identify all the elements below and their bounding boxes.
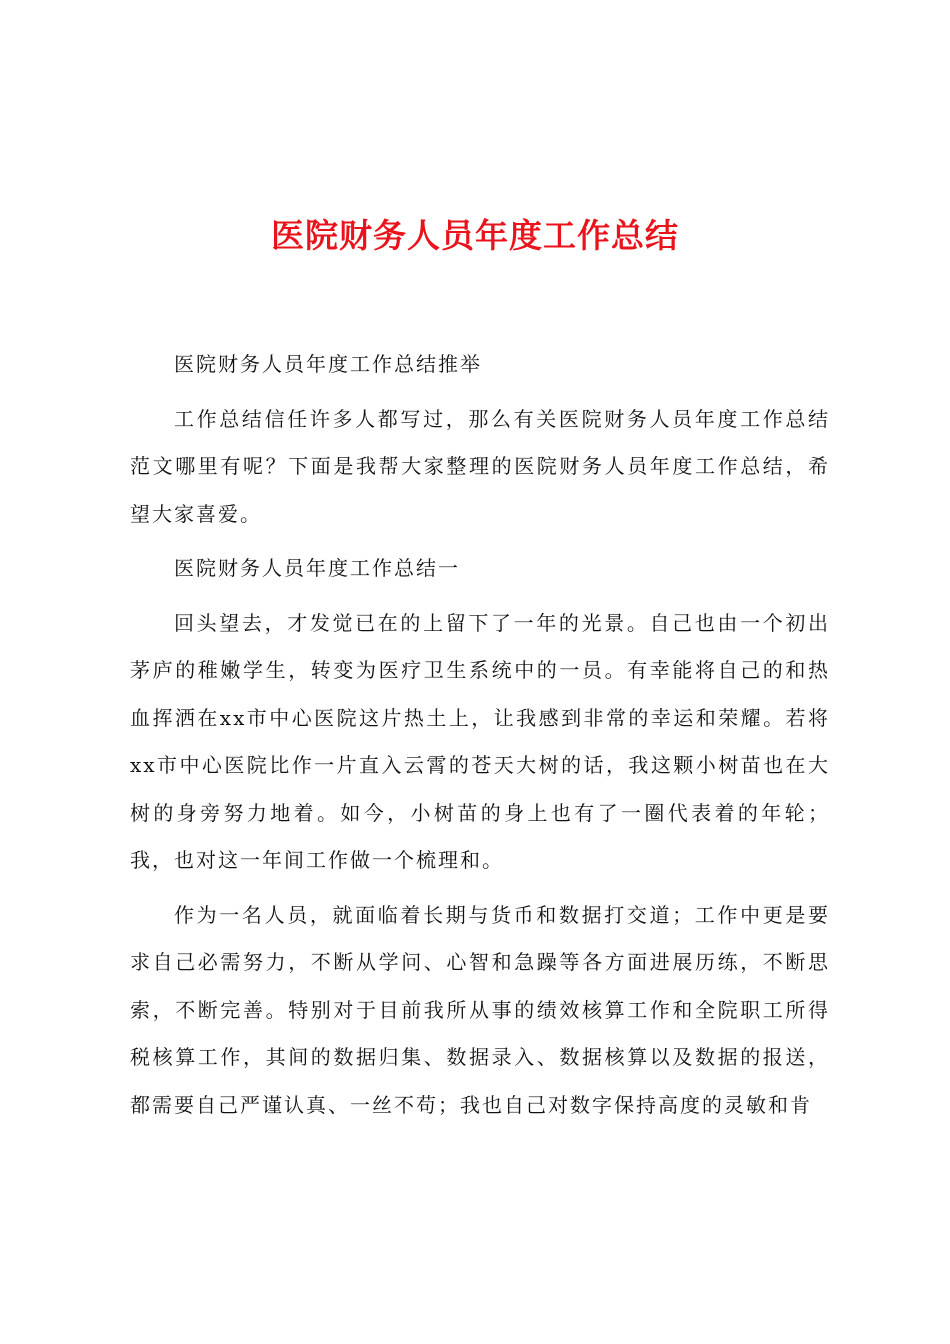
document-body (130, 341, 830, 1129)
paragraph-work-duties: 作为一名人员，就面临着长期与货币和数据打交道；工作中更是要求自己必需努力，不断从学问、心智和急躁等各方面进展历练，不断思索，不断完善。特别对于目前我所从事的绩效核算工作和全院职工所得税核算工作，其间的数据归集、数据录入、数据核算以及数据的报送，都需要自己严谨认真、一丝不苟；我也自己对数字保持高度的灵敏和肯 (130, 902, 830, 1117)
document-title: 医院财务人员年度工作总结 (271, 216, 679, 255)
paragraph-recommendation-heading: 医院财务人员年度工作总结推举 (174, 352, 482, 376)
paragraph-intro: 工作总结信任许多人都写过，那么有关医院财务人员年度工作总结范文哪里有呢？下面是我帮大家整理的医院财务人员年度工作总结，希望大家喜爱。 (130, 406, 830, 526)
paragraph-looking-back: 回头望去，才发觉已在的上留下了一年的光景。自己也由一个初出茅庐的稚嫩学生，转变为医疗卫生系统中的一员。有幸能将自己的和热血挥洒在xx市中心医院这片热土上，让我感到非常的幸运和荣耀。若将xx市中心医院比作一片直入云霄的苍天大树的话，我这颗小树苗也在大树的身旁努力地着。如今，小树苗的身上也有了一圈代表着的年轮；我，也对这一年间工作做一个梳理和。 (130, 610, 830, 872)
paragraph-section-one-heading: 医院财务人员年度工作总结一 (174, 556, 460, 580)
